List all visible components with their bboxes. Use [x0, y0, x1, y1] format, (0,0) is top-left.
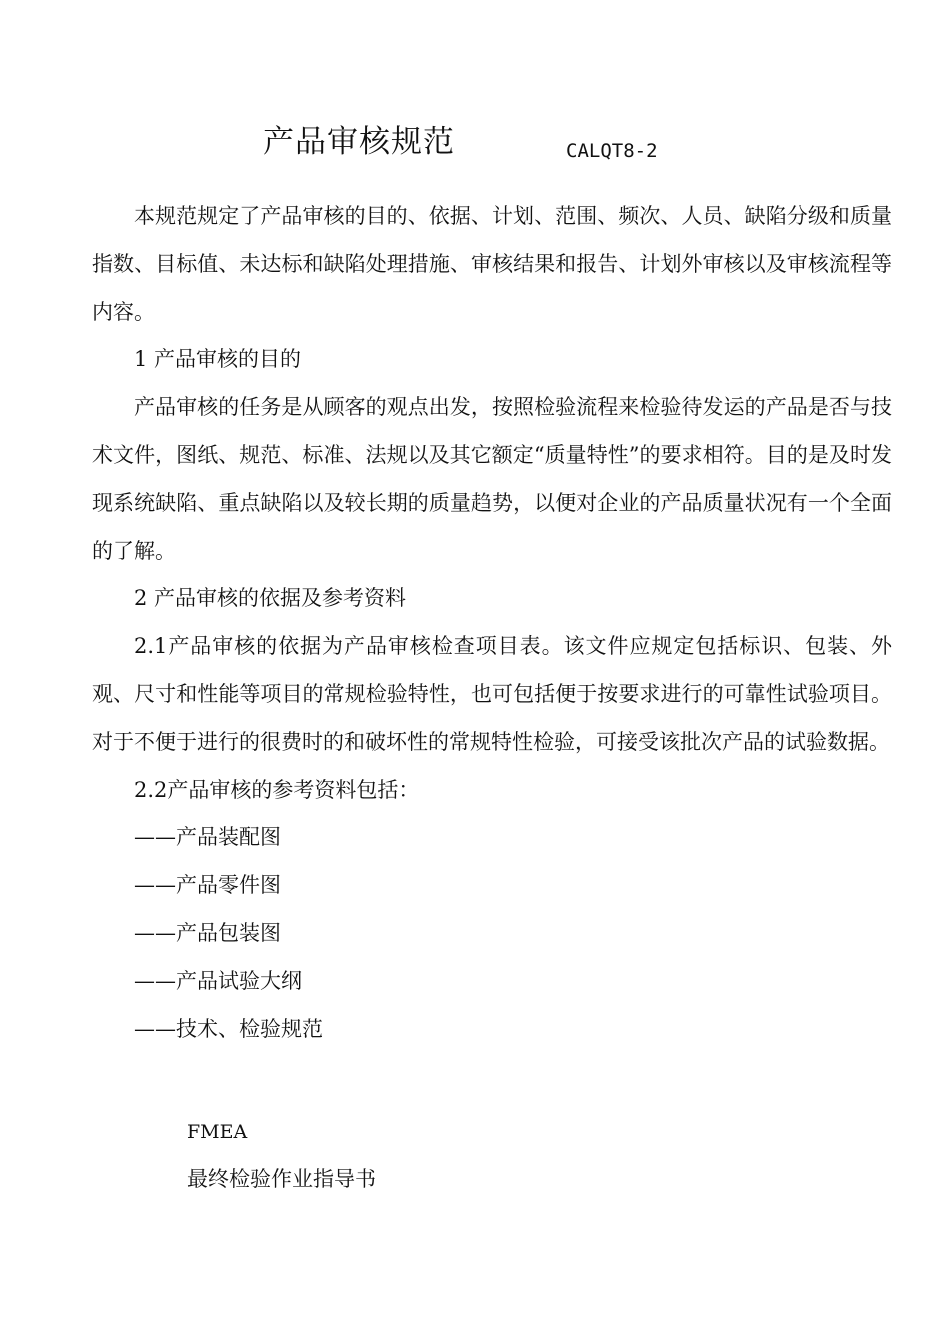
- section-2-heading: 2 产品审核的依据及参考资料: [134, 586, 407, 611]
- reference-item: ——产品包装图: [134, 920, 281, 945]
- section-2-1-paragraph: 2.1产品审核的依据为产品审核检查项目表。该文件应规定包括标识、包装、外观、尺寸和性能等项目的常规检验特性，也可包括便于按要求进行的可靠性试验项目。对于不便于进行的很费时的和破坏性的常规特性检验，可接受该批次产品的试验数据。: [92, 634, 892, 754]
- section-1-heading: 1 产品审核的目的: [134, 347, 302, 372]
- sub-reference-item: 最终检验作业指导书: [187, 1167, 376, 1191]
- reference-item: ——产品试验大纲: [134, 968, 302, 993]
- sub-reference-list: [187, 1109, 376, 1203]
- section-1-paragraph: 产品审核的任务是从顾客的观点出发，按照检验流程来检验待发运的产品是否与技术文件，图纸、规范、标准、法规以及其它额定“质量特性”的要求相符。目的是及时发现系统缺陷、重点缺陷以及较长期的质量趋势，以便对企业的产品质量状况有一个全面的了解。: [92, 395, 892, 563]
- reference-item: ——产品零件图: [134, 873, 281, 898]
- reference-item: ——技术、检验规范: [134, 1016, 323, 1041]
- sub-reference-item: FMEA: [187, 1121, 248, 1143]
- document-code: CALQT8-2: [566, 140, 658, 162]
- reference-item: ——产品装配图: [134, 825, 281, 850]
- document-body: [92, 193, 892, 1053]
- intro-paragraph: 本规范规定了产品审核的目的、依据、计划、范围、频次、人员、缺陷分级和质量指数、目标值、未达标和缺陷处理措施、审核结果和报告、计划外审核以及审核流程等内容。: [92, 204, 892, 324]
- section-2-2-paragraph: 2.2产品审核的参考资料包括：: [134, 777, 420, 802]
- document-title: 产品审核规范: [263, 124, 455, 160]
